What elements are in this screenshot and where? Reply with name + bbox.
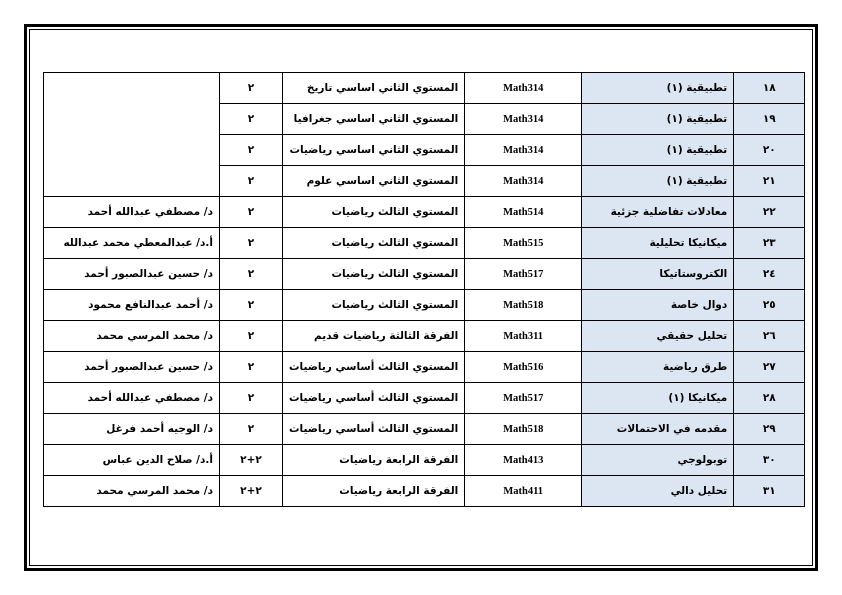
course-name-cell: تحليل دالي: [582, 476, 734, 507]
course-hours-cell: ٢: [220, 197, 283, 228]
course-hours-cell: ٢: [220, 383, 283, 414]
course-name-cell: تطبيقية (١): [582, 73, 734, 104]
table-row: [44, 321, 805, 352]
instructor-cell: د/ مصطفي عبدالله أحمد: [44, 197, 220, 228]
course-hours-cell: ٢+٢: [220, 445, 283, 476]
course-name-cell: معادلات تفاضلية جزئية: [582, 197, 734, 228]
course-name-cell: تحليل حقيقي: [582, 321, 734, 352]
course-code-cell: Math314: [465, 166, 582, 197]
course-code-cell: Math314: [465, 104, 582, 135]
course-name-cell: تطبيقية (١): [582, 166, 734, 197]
course-level-cell: الفرقة الرابعة رياضيات: [283, 445, 465, 476]
course-level-cell: المستوي الثالث أساسي رياضيات: [283, 414, 465, 445]
course-hours-cell: ٢+٢: [220, 476, 283, 507]
table-row: [44, 228, 805, 259]
instructor-cell: د/ محمد المرسي محمد: [44, 476, 220, 507]
course-code-cell: Math311: [465, 321, 582, 352]
instructor-cell: د/ حسين عبدالصبور أحمد: [44, 352, 220, 383]
course-code-cell: Math514: [465, 197, 582, 228]
course-schedule-table: [43, 72, 805, 507]
course-hours-cell: ٢: [220, 104, 283, 135]
course-code-cell: Math517: [465, 383, 582, 414]
table-row: [44, 259, 805, 290]
course-level-cell: المستوي الثالث أساسي رياضيات: [283, 352, 465, 383]
course-level-cell: المستوي الثاني اساسي رياضيات: [283, 135, 465, 166]
instructor-cell: د/ حسين عبدالصبور أحمد: [44, 259, 220, 290]
table-row: [44, 73, 805, 104]
instructor-cell: د/ مصطفي عبدالله أحمد: [44, 383, 220, 414]
course-code-cell: Math413: [465, 445, 582, 476]
course-number-cell: ٢٥: [734, 290, 805, 321]
course-number-cell: ٣٠: [734, 445, 805, 476]
course-name-cell: طرق رياضية: [582, 352, 734, 383]
course-number-cell: ١٩: [734, 104, 805, 135]
course-number-cell: ٢٦: [734, 321, 805, 352]
course-number-cell: ٢٨: [734, 383, 805, 414]
course-name-cell: توبولوجي: [582, 445, 734, 476]
course-code-cell: Math516: [465, 352, 582, 383]
instructor-cell-merged: [44, 73, 220, 197]
course-name-cell: تطبيقية (١): [582, 135, 734, 166]
course-code-cell: Math411: [465, 476, 582, 507]
course-hours-cell: ٢: [220, 290, 283, 321]
course-number-cell: ٢١: [734, 166, 805, 197]
course-level-cell: المستوي الثاني اساسي جغرافيا: [283, 104, 465, 135]
course-level-cell: المستوي الثالث رياضيات: [283, 290, 465, 321]
instructor-cell: د/ الوجيه أحمد فرغل: [44, 414, 220, 445]
course-code-cell: Math314: [465, 135, 582, 166]
course-name-cell: مقدمه في الاحتمالات: [582, 414, 734, 445]
course-name-cell: الكتروستاتيكا: [582, 259, 734, 290]
instructor-cell: أ.د/ عبدالمعطي محمد عبدالله: [44, 228, 220, 259]
course-name-cell: ميكانيكا تحليلية: [582, 228, 734, 259]
course-number-cell: ٢٠: [734, 135, 805, 166]
table-row: [44, 445, 805, 476]
course-level-cell: الفرقة الرابعة رياضيات: [283, 476, 465, 507]
course-hours-cell: ٢: [220, 135, 283, 166]
instructor-cell: د/ أحمد عبدالنافع محمود: [44, 290, 220, 321]
table-row: [44, 383, 805, 414]
course-number-cell: ٢٢: [734, 197, 805, 228]
course-level-cell: المستوي الثالث رياضيات: [283, 197, 465, 228]
course-hours-cell: ٢: [220, 414, 283, 445]
course-number-cell: ٢٤: [734, 259, 805, 290]
course-hours-cell: ٢: [220, 352, 283, 383]
course-name-cell: تطبيقية (١): [582, 104, 734, 135]
course-number-cell: ٢٩: [734, 414, 805, 445]
course-number-cell: ٢٣: [734, 228, 805, 259]
course-code-cell: Math517: [465, 259, 582, 290]
course-number-cell: ١٨: [734, 73, 805, 104]
table-row: [44, 290, 805, 321]
course-code-cell: Math518: [465, 290, 582, 321]
course-hours-cell: ٢: [220, 259, 283, 290]
course-code-cell: Math515: [465, 228, 582, 259]
course-level-cell: المستوي الثاني اساسي تاريخ: [283, 73, 465, 104]
course-code-cell: Math314: [465, 73, 582, 104]
course-level-cell: المستوي الثالث أساسي رياضيات: [283, 383, 465, 414]
course-name-cell: دوال خاصة: [582, 290, 734, 321]
table-row: [44, 352, 805, 383]
instructor-cell: د/ محمد المرسي محمد: [44, 321, 220, 352]
course-number-cell: ٣١: [734, 476, 805, 507]
course-code-cell: Math518: [465, 414, 582, 445]
table-row: [44, 197, 805, 228]
table-row: [44, 414, 805, 445]
course-hours-cell: ٢: [220, 321, 283, 352]
course-level-cell: المستوي الثالث رياضيات: [283, 259, 465, 290]
course-hours-cell: ٢: [220, 166, 283, 197]
table-row: [44, 476, 805, 507]
course-name-cell: ميكانيكا (١): [582, 383, 734, 414]
course-number-cell: ٢٧: [734, 352, 805, 383]
course-schedule-body: [44, 73, 805, 507]
course-level-cell: الفرقة الثالثة رياضيات قديم: [283, 321, 465, 352]
course-level-cell: المستوي الثاني اساسي علوم: [283, 166, 465, 197]
course-level-cell: المستوي الثالث رياضيات: [283, 228, 465, 259]
instructor-cell: أ.د/ صلاح الدين عباس: [44, 445, 220, 476]
course-hours-cell: ٢: [220, 228, 283, 259]
course-hours-cell: ٢: [220, 73, 283, 104]
